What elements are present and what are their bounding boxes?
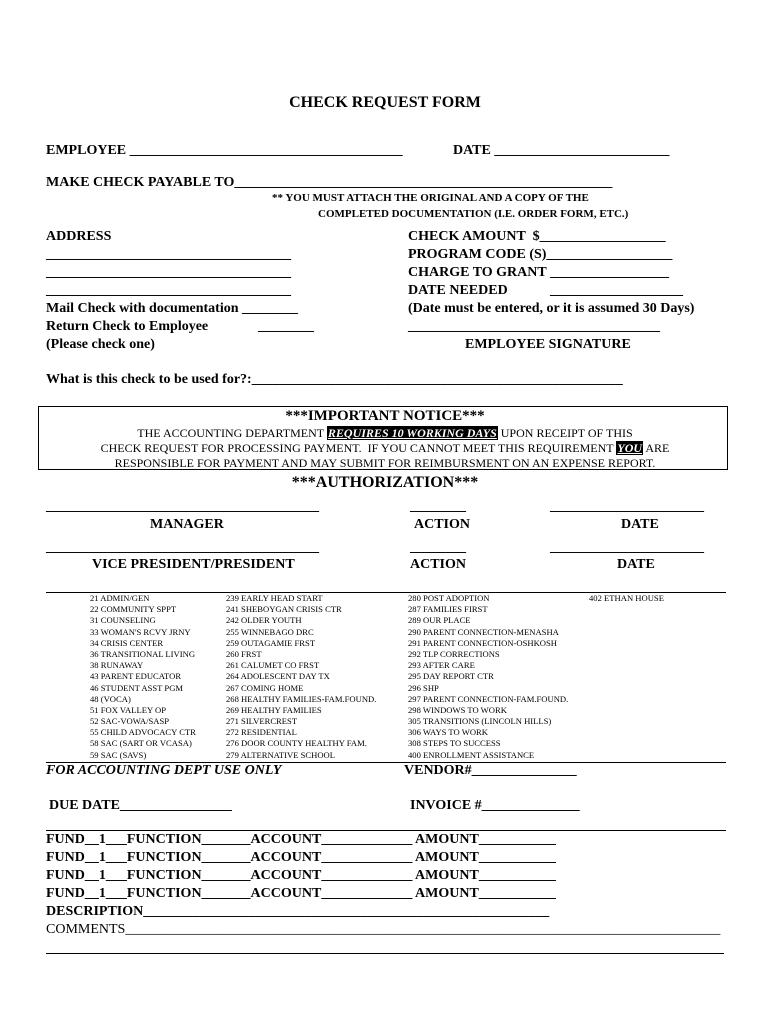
vp-date-label: DATE	[617, 557, 655, 572]
fund-line-3[interactable]: FUND__1___FUNCTION_______ACCOUNT_____________ AMOUNT___________	[46, 868, 556, 883]
please-check-note: (Please check one)	[46, 337, 155, 352]
notice-highlight-working-days: REQUIRES 10 WORKING DAYS	[327, 426, 497, 440]
program-codes-col-1: 21 ADMIN/GEN 22 COMMUNITY SPPT 31 COUNSELING 33 WOMAN'S RCVY JRNY 34 CRISIS CENTER 36 TRANSITIONAL LIVING 38 RUNAWAY 43 PARENT EDUCATOR 46 STUDENT ASST PGM 48 (VOCA) 51 FOX VALLEY OP 52 SAC-VOWA/SASP 55 CHILD ADVOCACY CTR 58 SAC (SART OR VCASA) 59 SAC (SAVS)	[90, 593, 196, 760]
attach-note-line-1: ** YOU MUST ATTACH THE ORIGINAL AND A COPY OF THE	[272, 192, 589, 204]
manager-action-line[interactable]: ________	[410, 499, 466, 514]
fund-line-1[interactable]: FUND__1___FUNCTION_______ACCOUNT_____________ AMOUNT___________	[46, 832, 556, 847]
return-check-label: Return Check to Employee	[46, 319, 209, 334]
address-line-2[interactable]: ___________________________________	[46, 265, 291, 280]
mail-check-option[interactable]: Mail Check with documentation ________	[46, 301, 298, 316]
address-label: ADDRESS	[46, 229, 112, 244]
manager-date-label: DATE	[621, 517, 659, 532]
notice-line-1: THE ACCOUNTING DEPARTMENT REQUIRES 10 WORKING DAYS UPON RECEIPT OF THIS	[137, 426, 633, 440]
payable-to-field[interactable]: MAKE CHECK PAYABLE TO______________________________________________________	[46, 175, 613, 190]
program-code-field[interactable]: PROGRAM CODE (S)__________________	[408, 247, 673, 262]
program-codes-col-4: 402 ETHAN HOUSE	[589, 593, 664, 603]
notice-highlight-you: YOU	[617, 441, 643, 455]
authorization-title: ***AUTHORIZATION***	[291, 474, 479, 491]
manager-signature-line[interactable]: _______________________________________	[46, 499, 319, 514]
notice-line-3: RESPONSIBLE FOR PAYMENT AND MAY SUBMIT FOR REIMBURSMENT ON AN EXPENSE REPORT.	[114, 456, 656, 470]
vp-signature-line[interactable]: _______________________________________	[46, 540, 319, 555]
employee-signature-field[interactable]: ____________________________________	[408, 319, 660, 334]
employee-field[interactable]: EMPLOYEE _______________________________________	[46, 143, 403, 158]
address-line-3[interactable]: ___________________________________	[46, 283, 291, 298]
comments-field[interactable]: COMMENTS_____________________________________________________________________________________	[46, 922, 721, 937]
vp-action-line[interactable]: ________	[410, 540, 466, 555]
accounting-heading: FOR ACCOUNTING DEPT USE ONLY	[46, 763, 282, 778]
manager-action-label: ACTION	[414, 517, 471, 532]
due-date-field[interactable]: DUE DATE________________	[49, 798, 232, 813]
program-codes-col-3: 280 POST ADOPTION 287 FAMILIES FIRST 289 OUR PLACE 290 PARENT CONNECTION-MENASHA 291 PARENT CONNECTION-OSHKOSH 292 TLP CORRECTIONS 293 AFTER CARE 295 DAY REPORT CTR 296 SHP 297 PARENT CONNECTION-FAM.FOUND. 298 WINDOWS TO WORK 305 TRANSITIONS (LINCOLN HILLS) 306 WAYS TO WORK 308 STEPS TO SUCCESS 400 ENROLLMENT ASSISTANCE	[408, 593, 569, 760]
address-line-1[interactable]: ___________________________________	[46, 247, 291, 262]
date-needed-note: (Date must be entered, or it is assumed 30 Days)	[408, 301, 695, 316]
page-title: CHECK REQUEST FORM	[289, 94, 481, 111]
manager-label: MANAGER	[150, 517, 224, 532]
date-needed-label: DATE NEEDED	[408, 283, 508, 298]
check-amount-field[interactable]: CHECK AMOUNT $__________________	[408, 229, 666, 244]
date-needed-field[interactable]: ___________________	[550, 283, 683, 298]
fund-line-4[interactable]: FUND__1___FUNCTION_______ACCOUNT_____________ AMOUNT___________	[46, 886, 556, 901]
notice-title: ***IMPORTANT NOTICE***	[285, 408, 485, 424]
program-codes-col-2: 239 EARLY HEAD START 241 SHEBOYGAN CRISIS CTR 242 OLDER YOUTH 255 WINNEBAGO DRC 259 OUTAGAMIE FRST 260 FRST 261 CALUMET CO FRST 264 ADOLESCENT DAY TX 267 COMING HOME 268 HEALTHY FAMILIES-FAM.FOUND. 269 HEALTHY FAMILIES 271 SILVERCREST 272 RESIDENTIAL 276 DOOR COUNTY HEALTHY FAM. 279 ALTERNATIVE SCHOOL	[226, 593, 377, 760]
manager-date-line[interactable]: ______________________	[550, 499, 704, 514]
vp-date-line[interactable]: ______________________	[550, 540, 704, 555]
fund-line-2[interactable]: FUND__1___FUNCTION_______ACCOUNT_____________ AMOUNT___________	[46, 850, 556, 865]
charge-to-grant-field[interactable]: CHARGE TO GRANT _________________	[408, 265, 669, 280]
invoice-field[interactable]: INVOICE #______________	[410, 798, 580, 813]
notice-line-2: CHECK REQUEST FOR PROCESSING PAYMENT. IF YOU CANNOT MEET THIS REQUIREMENT YOU ARE	[100, 441, 670, 455]
return-check-option[interactable]: ________	[258, 319, 314, 334]
attach-note-line-2: COMPLETED DOCUMENTATION (I.E. ORDER FORM, ETC.)	[318, 208, 629, 220]
purpose-field[interactable]: What is this check to be used for?:_____________________________________________________	[46, 372, 623, 387]
vendor-field[interactable]: VENDOR#_______________	[404, 763, 577, 778]
vp-action-label: ACTION	[410, 557, 467, 572]
vp-label: VICE PRESIDENT/PRESIDENT	[92, 557, 295, 572]
employee-signature-label: EMPLOYEE SIGNATURE	[465, 337, 631, 352]
description-field[interactable]: DESCRIPTION__________________________________________________________	[46, 904, 550, 919]
fund-top-rule	[46, 830, 726, 831]
date-field[interactable]: DATE _________________________	[453, 143, 670, 158]
comments-extra-line[interactable]	[46, 953, 724, 954]
